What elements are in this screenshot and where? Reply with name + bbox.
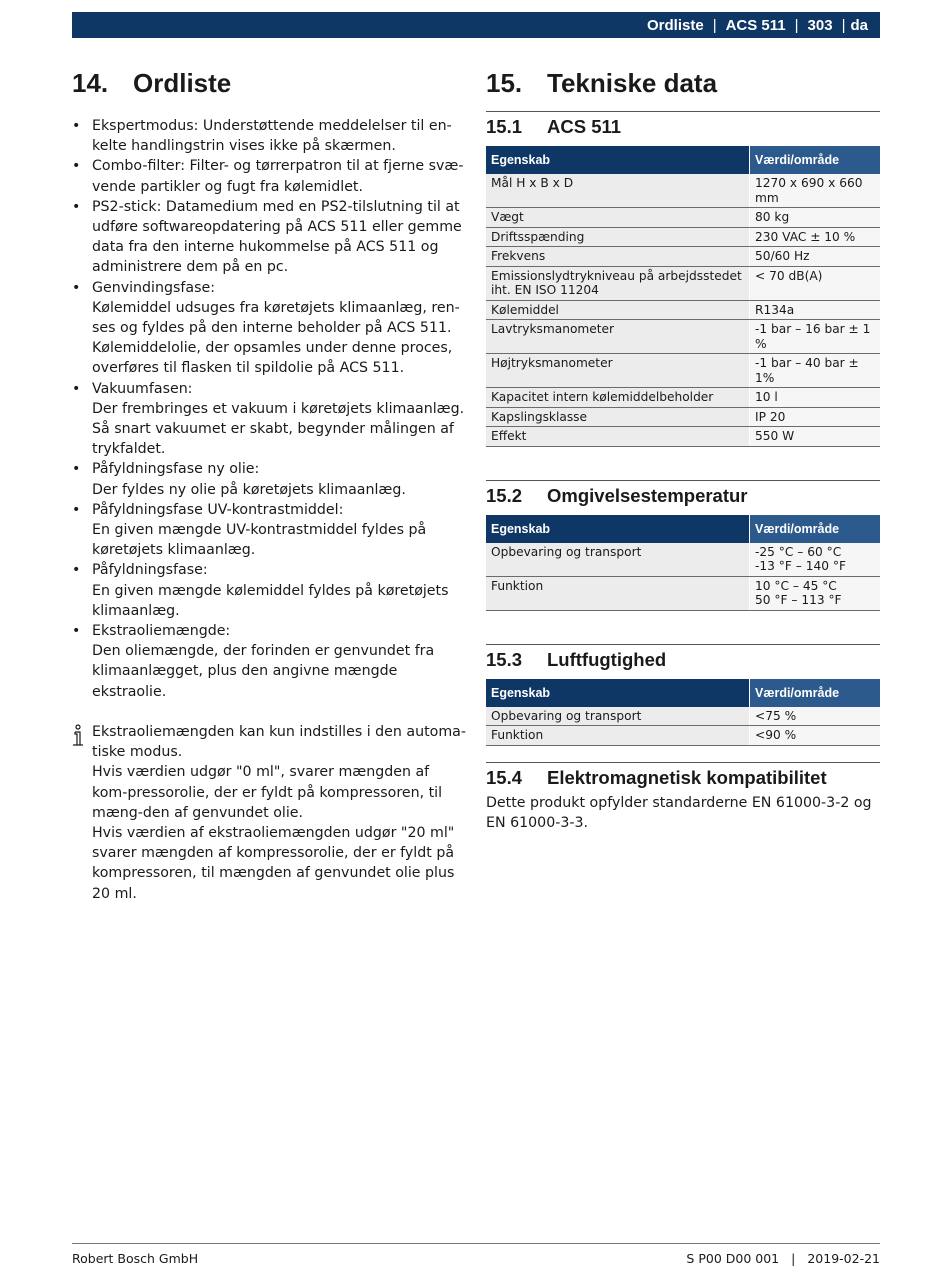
glossary-term: Ekspertmodus: Understøttende meddelelser til en-kelte handlingstrin vises ikke på skærmen. bbox=[92, 118, 452, 155]
table-row bbox=[486, 726, 880, 746]
value-cell: 80 kg bbox=[750, 208, 881, 228]
subsection-title: Luftfugtighed bbox=[547, 648, 667, 670]
table-row bbox=[486, 576, 880, 610]
table-row bbox=[486, 707, 880, 726]
emc-text: Dette produkt opfylder standarderne EN 61000-3-2 og EN 61000-3-3. bbox=[486, 794, 872, 831]
subsection-number: 15.3 bbox=[486, 648, 523, 670]
bullet-icon: • bbox=[72, 279, 81, 296]
tech-subsection bbox=[486, 111, 880, 447]
table-row bbox=[486, 543, 880, 577]
bullet-icon: • bbox=[72, 198, 81, 215]
value-cell: 10 °C – 45 °C 50 °F – 113 °F bbox=[750, 576, 881, 610]
value-cell: 230 VAC ± 10 % bbox=[750, 227, 881, 247]
info-note bbox=[72, 722, 467, 904]
column-header-value: Værdi/område bbox=[750, 146, 881, 174]
value-cell: 50/60 Hz bbox=[750, 247, 881, 267]
section-number: 15. bbox=[486, 67, 523, 98]
property-cell: Funktion bbox=[486, 576, 750, 610]
glossary-list bbox=[72, 116, 467, 702]
footer-meta bbox=[686, 1251, 880, 1266]
property-cell: Vægt bbox=[486, 208, 750, 228]
value-cell: IP 20 bbox=[750, 407, 881, 427]
value-cell: 1270 x 690 x 660 mm bbox=[750, 174, 881, 208]
tech-subsection bbox=[486, 644, 880, 746]
table-row bbox=[486, 407, 880, 427]
value-cell: < 70 dB(A) bbox=[750, 266, 881, 300]
property-cell: Lavtryksmanometer bbox=[486, 320, 750, 354]
header-product: ACS 511 bbox=[725, 16, 786, 34]
table-header-row bbox=[486, 146, 880, 174]
property-cell: Driftsspænding bbox=[486, 227, 750, 247]
property-cell: Højtryksmanometer bbox=[486, 354, 750, 388]
emc-block bbox=[486, 762, 880, 833]
value-cell: 550 W bbox=[750, 427, 881, 447]
glossary-item bbox=[72, 459, 467, 499]
glossary-item bbox=[72, 379, 467, 460]
subsection-number: 15.2 bbox=[486, 484, 523, 506]
bullet-icon: • bbox=[72, 461, 81, 478]
column-header-property: Egenskab bbox=[486, 515, 750, 543]
column-header-value: Værdi/område bbox=[750, 515, 881, 543]
table-row bbox=[486, 388, 880, 408]
property-cell: Emissionslydtrykniveau på arbejdsstedet iht. EN ISO 11204 bbox=[486, 266, 750, 300]
page-header bbox=[72, 12, 880, 38]
bullet-icon: • bbox=[72, 623, 81, 640]
tech-data-column bbox=[486, 64, 880, 833]
glossary-term: Vakuumfasen: bbox=[92, 380, 193, 397]
glossary-term: Påfyldningsfase: bbox=[92, 562, 208, 579]
subsection-heading bbox=[486, 645, 880, 675]
glossary-definition: En given mængde UV-kontrastmiddel fyldes på køretøjets klimaanlæg. bbox=[92, 522, 427, 559]
glossary-column bbox=[72, 64, 467, 904]
table-row bbox=[486, 266, 880, 300]
section-title: Tekniske data bbox=[547, 67, 718, 98]
table-header-row bbox=[486, 515, 880, 543]
property-cell: Kapslingsklasse bbox=[486, 407, 750, 427]
property-cell: Effekt bbox=[486, 427, 750, 447]
property-cell: Opbevaring og transport bbox=[486, 707, 750, 726]
glossary-item bbox=[72, 116, 467, 156]
bullet-icon: • bbox=[72, 562, 81, 579]
property-cell: Mål H x B x D bbox=[486, 174, 750, 208]
note-paragraph: Ekstraoliemængden kan kun indstilles i den automa-tiske modus. bbox=[92, 723, 466, 761]
glossary-definition: Den oliemængde, der forinden er genvundet fra klimaanlægget, plus den angivne mængde ekstraolie. bbox=[92, 643, 435, 700]
value-cell: <75 % bbox=[750, 707, 881, 726]
glossary-item bbox=[72, 278, 467, 379]
column-header-property: Egenskab bbox=[486, 146, 750, 174]
glossary-item bbox=[72, 156, 467, 196]
spec-table bbox=[486, 679, 880, 746]
table-row bbox=[486, 174, 880, 208]
table-row bbox=[486, 227, 880, 247]
glossary-item bbox=[72, 560, 467, 621]
footer-separator: | bbox=[791, 1251, 796, 1266]
subsection-number: 15.4 bbox=[486, 766, 523, 788]
value-cell: -1 bar – 40 bar ± 1% bbox=[750, 354, 881, 388]
property-cell: Frekvens bbox=[486, 247, 750, 267]
table-row bbox=[486, 300, 880, 320]
info-icon bbox=[71, 724, 87, 748]
glossary-definition: En given mængde kølemiddel fyldes på køretøjets klimaanlæg. bbox=[92, 582, 449, 619]
spec-table bbox=[486, 515, 880, 611]
subsection-title: Omgivelsestemperatur bbox=[547, 484, 748, 506]
note-paragraph: Hvis værdien udgør "0 ml", svarer mængden af kom-pressorolie, der er fyldt på kompressoren, til mæng-den af genvundet olie. bbox=[92, 764, 443, 821]
glossary-term: PS2-stick: Datamedium med en PS2-tilslutning til at udføre softwareopdatering på ACS 511 eller gemme data fra den interne hukommelse på ACS 511 og administrere dem på en pc. bbox=[92, 198, 462, 276]
subsection-heading bbox=[486, 481, 880, 511]
glossary-term: Påfyldningsfase ny olie: bbox=[92, 461, 260, 478]
property-cell: Kølemiddel bbox=[486, 300, 750, 320]
glossary-item bbox=[72, 621, 467, 702]
value-cell: R134a bbox=[750, 300, 881, 320]
value-cell: -1 bar – 16 bar ± 1 % bbox=[750, 320, 881, 354]
subsection-heading bbox=[486, 763, 880, 793]
glossary-definition: Kølemiddel udsuges fra køretøjets klimaanlæg, ren-ses og fyldes på den interne beholder på ACS 511. Kølemiddelolie, der opsamles under denne proces, overføres til flasken til spildolie på ACS 511. bbox=[92, 299, 460, 377]
glossary-term: Genvindingsfase: bbox=[92, 279, 215, 296]
header-separator: | bbox=[794, 16, 799, 34]
bullet-icon: • bbox=[72, 158, 81, 175]
tech-subsection bbox=[486, 480, 880, 611]
subsection-title: Elektromagnetisk kompatibilitet bbox=[547, 766, 827, 788]
spec-table bbox=[486, 146, 880, 447]
footer-date: 2019-02-21 bbox=[807, 1251, 880, 1266]
column-header-property: Egenskab bbox=[486, 679, 750, 707]
property-cell: Opbevaring og transport bbox=[486, 543, 750, 577]
glossary-definition: Der fyldes ny olie på køretøjets klimaanlæg. bbox=[92, 481, 406, 498]
glossary-item bbox=[72, 500, 467, 561]
table-row bbox=[486, 427, 880, 447]
value-cell: 10 l bbox=[750, 388, 881, 408]
header-section: Ordliste bbox=[647, 16, 704, 34]
glossary-definition: Der frembringes et vakuum i køretøjets klimaanlæg. Så snart vakuumet er skabt, begynder målingen af trykfaldet. bbox=[92, 400, 465, 458]
subsection-heading bbox=[486, 112, 880, 142]
glossary-term: Ekstraoliemængde: bbox=[92, 623, 231, 640]
table-row bbox=[486, 247, 880, 267]
subsection-number: 15.1 bbox=[486, 116, 523, 137]
tech-data-heading bbox=[486, 64, 880, 102]
column-header-value: Værdi/område bbox=[750, 679, 881, 707]
subsection-title: ACS 511 bbox=[547, 116, 622, 137]
footer-doc-id: S P00 D00 001 bbox=[686, 1251, 780, 1266]
footer-company: Robert Bosch GmbH bbox=[72, 1251, 199, 1266]
bullet-icon: • bbox=[72, 118, 81, 134]
glossary-heading bbox=[72, 64, 467, 102]
bullet-icon: • bbox=[72, 501, 81, 518]
property-cell: Funktion bbox=[486, 726, 750, 746]
header-page-number: 303 bbox=[807, 16, 833, 34]
glossary-item bbox=[72, 197, 467, 278]
bullet-icon: • bbox=[72, 380, 81, 397]
note-paragraph: Hvis værdien af ekstraoliemængden udgør "20 ml" svarer mængden af kompressorolie, der er fyldt på kompressoren, til mængden af genvundet olie plus 20 ml. bbox=[92, 824, 455, 902]
header-separator: | bbox=[712, 16, 717, 34]
value-cell: -25 °C – 60 °C -13 °F – 140 °F bbox=[750, 543, 881, 577]
glossary-term: Combo-filter: Filter- og tørrerpatron til at fjerne svæ-vende partikler og fugt fra kølemidlet. bbox=[92, 158, 464, 195]
value-cell: <90 % bbox=[750, 726, 881, 746]
section-title: Ordliste bbox=[133, 67, 232, 98]
section-number: 14. bbox=[72, 67, 109, 98]
glossary-term: Påfyldningsfase UV-kontrastmiddel: bbox=[92, 501, 344, 518]
table-row bbox=[486, 208, 880, 228]
table-row bbox=[486, 354, 880, 388]
table-row bbox=[486, 320, 880, 354]
footer-divider bbox=[72, 1243, 880, 1244]
header-separator: | bbox=[841, 16, 846, 34]
property-cell: Kapacitet intern kølemiddelbeholder bbox=[486, 388, 750, 408]
table-header-row bbox=[486, 679, 880, 707]
header-language: da bbox=[850, 16, 868, 34]
